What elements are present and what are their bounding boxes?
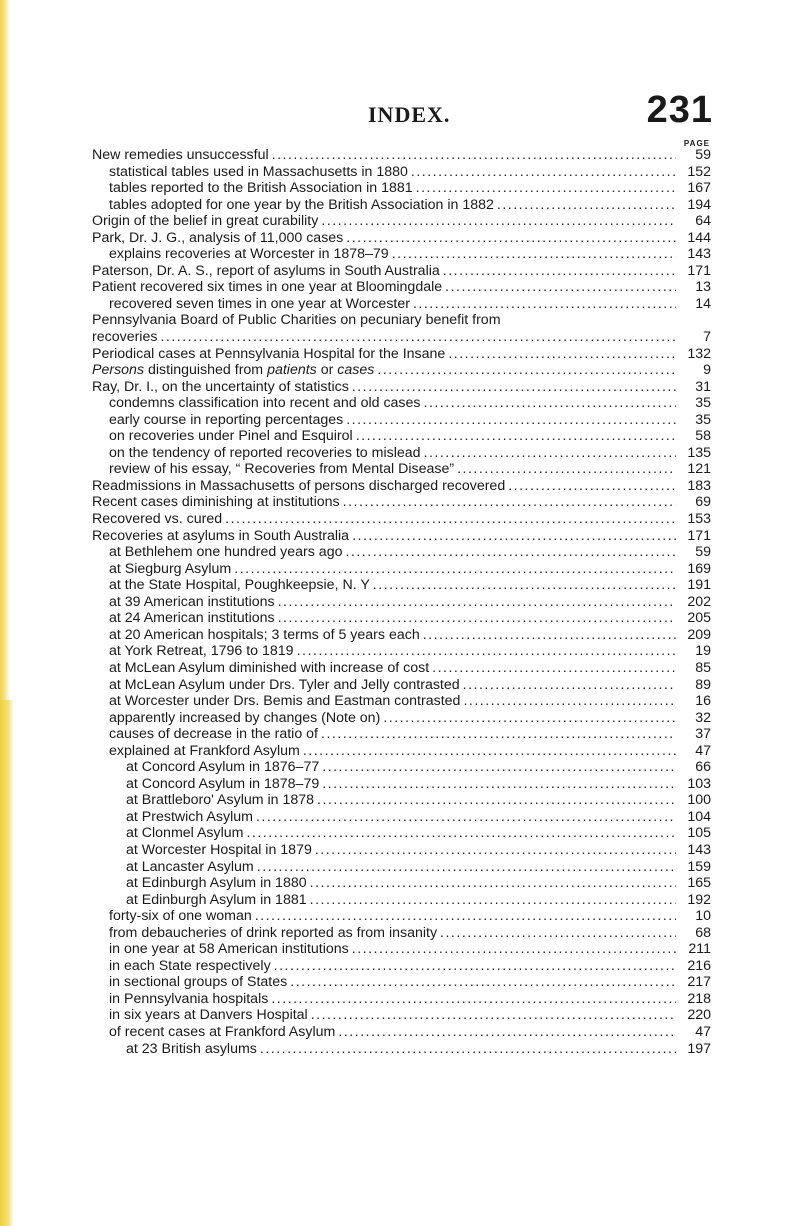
entry-page: 10 (695, 908, 711, 925)
dot-leader (260, 1041, 676, 1058)
entry-label: at Worcester Hospital in 1879 (126, 841, 312, 858)
dot-leader (352, 941, 676, 958)
entry-page: 192 (687, 891, 711, 908)
index-entry (92, 859, 711, 876)
index-entry (92, 511, 711, 528)
index-entry (92, 577, 711, 594)
index-entry (92, 627, 711, 644)
entry-page: 143 (687, 246, 711, 263)
entry-page: 59 (695, 544, 711, 561)
entry-label: Recoveries at asylums in South Australia (92, 527, 350, 544)
index-entry (92, 710, 711, 727)
index-entries (92, 147, 711, 1057)
entry-label: at Worcester under Drs. Bemis and Eastman contrasted (109, 693, 461, 710)
entry-label: on recoveries under Pinel and Esquirol (109, 428, 353, 445)
entry-label: at Edinburgh Asylum in 1880 (126, 875, 307, 892)
index-entry (92, 776, 711, 793)
entry-label: Periodical cases at Pennsylvania Hospital for the Insane (92, 345, 446, 362)
entry-page: 152 (687, 163, 711, 180)
dot-leader (377, 362, 676, 379)
entry-label: at Concord Asylum in 1876–77 (126, 759, 320, 776)
entry-page: 197 (687, 1040, 711, 1057)
index-entry (92, 875, 711, 892)
entry-page: 169 (687, 560, 711, 577)
gutter-stain-lower (0, 700, 14, 1226)
entry-page: 68 (695, 924, 711, 941)
entry-label: at Concord Asylum in 1878–79 (126, 775, 320, 792)
running-head: INDEX. (368, 102, 451, 127)
entry-label: New remedies unsuccessful (92, 147, 269, 163)
dot-leader (321, 726, 676, 743)
entry-page: 183 (687, 477, 711, 494)
entry-label: Origin of the belief in great curability (92, 213, 319, 230)
entry-label: at York Retreat, 1796 to 1819 (109, 643, 294, 660)
entry-page: 13 (695, 279, 711, 296)
dot-leader (246, 825, 676, 842)
entry-label: Recent cases diminishing at institutions (92, 494, 340, 511)
entry-page: 167 (687, 180, 711, 197)
index-entry (92, 164, 711, 181)
entry-label: tables reported to the British Association in 1881 (109, 180, 413, 197)
entry-page: 32 (695, 709, 711, 726)
entry-page: 64 (695, 213, 711, 230)
entry-label: recoveries (92, 329, 158, 346)
dot-leader (290, 974, 676, 991)
entry-label: in Pennsylvania hospitals (109, 990, 269, 1007)
dot-leader (373, 577, 676, 594)
entry-page: 66 (695, 759, 711, 776)
dot-leader (356, 428, 676, 445)
dot-leader (317, 792, 676, 809)
dot-leader (322, 776, 676, 793)
entry-label: in each State respectively (109, 957, 271, 974)
dot-leader (311, 1007, 676, 1024)
dot-leader (310, 875, 676, 892)
entry-label (92, 362, 374, 379)
page-number: 231 (646, 89, 713, 131)
dot-leader (160, 329, 676, 346)
index-entry (92, 958, 711, 975)
entry-label: at Edinburgh Asylum in 1881 (126, 891, 307, 908)
entry-label: recovered seven times in one year at Worcester (109, 295, 410, 312)
dot-leader (443, 263, 676, 280)
index-entry (92, 379, 711, 396)
entry-label: at Bethlehem one hundred years ago (109, 544, 343, 561)
entry-label: forty-six of one woman (109, 908, 252, 925)
entry-label: explained at Frankford Asylum (109, 742, 300, 759)
dot-leader (448, 346, 676, 363)
entry-label: Park, Dr. J. G., analysis of 11,000 cases (92, 229, 344, 246)
index-entry (92, 908, 711, 925)
entry-label: at 39 American institutions (109, 593, 275, 610)
dot-leader (257, 859, 676, 876)
entry-label: Ray, Dr. I., on the uncertainty of statistics (92, 378, 349, 395)
entry-label: at 20 American hospitals; 3 terms of 5 years each (109, 626, 420, 643)
dot-leader (255, 908, 676, 925)
dot-leader (508, 478, 676, 495)
index-entry (92, 1024, 711, 1041)
entry-label: apparently increased by changes (Note on) (109, 709, 381, 726)
entry-page: 144 (687, 229, 711, 246)
entry-label: explains recoveries at Worcester in 1878–79 (109, 246, 389, 263)
entry-page: 143 (687, 841, 711, 858)
entry-label: on the tendency of reported recoveries to mislead (109, 444, 421, 461)
entry-label: of recent cases at Frankford Asylum (109, 1023, 336, 1040)
index-entry (92, 594, 711, 611)
entry-page: 159 (687, 858, 711, 875)
dot-leader (423, 627, 676, 644)
entry-page: 14 (695, 295, 711, 312)
entry-label: Paterson, Dr. A. S., report of asylums in South Australia (92, 262, 440, 279)
entry-page: 209 (687, 626, 711, 643)
entry-label: Patient recovered six times in one year at Bloomingdale (92, 279, 443, 296)
entry-page: 135 (687, 444, 711, 461)
index-entry (92, 329, 711, 346)
dot-leader (463, 677, 676, 694)
entry-page: 9 (703, 362, 711, 379)
entry-page: 31 (695, 378, 711, 395)
dot-leader (445, 279, 676, 296)
dot-leader (432, 660, 676, 677)
dot-leader (338, 1024, 676, 1041)
index-entry (92, 246, 711, 263)
entry-page: 216 (687, 957, 711, 974)
dot-leader (457, 461, 676, 478)
index-entry (92, 412, 711, 429)
page-header (368, 88, 713, 132)
entry-page: 132 (687, 345, 711, 362)
entry-page: 105 (687, 825, 711, 842)
index-entry (92, 974, 711, 991)
entry-label-part: cases (337, 362, 375, 379)
index-entry (92, 263, 711, 280)
dot-leader (271, 991, 676, 1008)
dot-leader (424, 395, 676, 412)
index-entry (92, 677, 711, 694)
index-entry (92, 346, 711, 363)
entry-page: 85 (695, 659, 711, 676)
index-entry (92, 147, 711, 164)
dot-leader (272, 147, 676, 164)
entry-page: 211 (688, 941, 711, 958)
index-entry (92, 759, 711, 776)
entry-page: 165 (687, 875, 711, 892)
entry-label: at 23 British asylums (126, 1040, 257, 1057)
dot-leader (497, 197, 676, 214)
dot-leader (352, 379, 676, 396)
index-entry (92, 792, 711, 809)
entry-label: at Clonmel Asylum (126, 825, 244, 842)
index-entry (92, 643, 711, 660)
index-entry (92, 428, 711, 445)
dot-leader (383, 710, 676, 727)
entry-label: at Siegburg Asylum (109, 560, 232, 577)
index-entry (92, 561, 711, 578)
dot-leader (392, 246, 676, 263)
index-entry (92, 660, 711, 677)
entry-label: tables adopted for one year by the British Association in 1882 (109, 196, 494, 213)
dot-leader (463, 693, 676, 710)
entry-label-part: Persons (92, 362, 145, 379)
entry-page: 220 (687, 1007, 711, 1024)
entry-label: at Prestwich Asylum (126, 808, 253, 825)
entry-label: at Brattleboro' Asylum in 1878 (126, 792, 315, 809)
entry-label: at McLean Asylum diminished with increase of cost (109, 659, 430, 676)
dot-leader (303, 743, 676, 760)
entry-label-part: distinguished from (144, 362, 268, 379)
entry-label: at McLean Asylum under Drs. Tyler and Jelly contrasted (109, 676, 460, 693)
entry-page: 100 (687, 792, 711, 809)
entry-page: 47 (695, 1023, 711, 1040)
entry-page: 121 (687, 461, 711, 478)
entry-page: 218 (687, 990, 711, 1007)
index-entry (92, 478, 711, 495)
index-entry (92, 693, 711, 710)
index-entry (92, 892, 711, 909)
dot-leader (440, 925, 676, 942)
entry-page: 202 (687, 593, 711, 610)
entry-page: 194 (687, 196, 711, 213)
dot-leader (352, 528, 676, 545)
entry-label: from debaucheries of drink reported as from insanity (109, 924, 438, 941)
entry-page: 89 (695, 676, 711, 693)
dot-leader (310, 892, 676, 909)
index-entry (92, 544, 711, 561)
entry-page: 104 (687, 808, 711, 825)
index-entry (92, 230, 711, 247)
index-entry (92, 1041, 711, 1058)
dot-leader (416, 180, 676, 197)
index-entry (92, 445, 711, 462)
entry-page: 35 (695, 411, 711, 428)
entry-page: 191 (687, 577, 711, 594)
dot-leader (413, 296, 676, 313)
entry-label-part: patients (267, 362, 317, 379)
index-entry (92, 991, 711, 1008)
dot-leader (278, 594, 676, 611)
entry-page: 217 (687, 974, 711, 991)
index-entry (92, 180, 711, 197)
entry-label: at 24 American institutions (109, 610, 275, 627)
entry-page: 35 (695, 395, 711, 412)
index-entry (92, 726, 711, 743)
dot-leader (315, 842, 676, 859)
index-entry (92, 296, 711, 313)
dot-leader (225, 511, 676, 528)
index-entry (92, 825, 711, 842)
index-entry (92, 925, 711, 942)
dot-leader (343, 494, 676, 511)
index-entry (92, 809, 711, 826)
entry-page: 19 (695, 643, 711, 660)
entry-label: review of his essay, “ Recoveries from Mental Disease” (109, 461, 455, 478)
entry-label: Pennsylvania Board of Public Charities on pecuniary benefit from (92, 312, 501, 329)
index-entry (92, 362, 711, 379)
dot-leader (234, 561, 676, 578)
entry-page: 171 (687, 527, 711, 544)
dot-leader (274, 958, 676, 975)
entry-page: 37 (695, 726, 711, 743)
index-entry (92, 312, 711, 329)
dot-leader (346, 230, 676, 247)
entry-label-part: or (316, 362, 338, 379)
index-entry (92, 743, 711, 760)
entry-label: statistical tables used in Massachusetts in 1880 (109, 163, 408, 180)
index-entry (92, 610, 711, 627)
index-entry (92, 1007, 711, 1024)
entry-page: 59 (695, 147, 711, 163)
index-entry (92, 279, 711, 296)
index-entry (92, 528, 711, 545)
entry-label: at Lancaster Asylum (126, 858, 254, 875)
entry-page: 205 (687, 610, 711, 627)
entry-label: in sectional groups of States (109, 974, 288, 991)
dot-leader (345, 544, 676, 561)
index-entry (92, 461, 711, 478)
entry-page: 47 (695, 742, 711, 759)
entry-label: Recovered vs. cured (92, 511, 223, 528)
index-entry (92, 494, 711, 511)
entry-page: 153 (687, 511, 711, 528)
entry-page: 7 (703, 329, 711, 346)
entry-label: causes of decrease in the ratio of (109, 726, 318, 743)
entry-page: 103 (687, 775, 711, 792)
entry-label: early course in reporting percentages (109, 411, 344, 428)
entry-page: 16 (695, 693, 711, 710)
dot-leader (411, 164, 676, 181)
entry-label: Readmissions in Massachusetts of persons discharged recovered (92, 477, 506, 494)
index-entry (92, 197, 711, 214)
entry-label: condemns classification into recent and old cases (109, 395, 421, 412)
page-column-heading: PAGE (683, 139, 710, 148)
entry-page: 69 (695, 494, 711, 511)
dot-leader (346, 412, 676, 429)
dot-leader (278, 610, 676, 627)
index-entry (92, 213, 711, 230)
index-entry (92, 395, 711, 412)
entry-page: 171 (687, 262, 711, 279)
dot-leader (297, 643, 676, 660)
entry-label: in one year at 58 American institutions (109, 941, 349, 958)
entry-label: in six years at Danvers Hospital (109, 1007, 308, 1024)
dot-leader (256, 809, 676, 826)
index-entry (92, 842, 711, 859)
dot-leader (321, 213, 676, 230)
entry-label: at the State Hospital, Poughkeepsie, N. Y (109, 577, 370, 594)
entry-page: 58 (695, 428, 711, 445)
dot-leader (424, 445, 676, 462)
index-entry (92, 941, 711, 958)
dot-leader (322, 759, 676, 776)
